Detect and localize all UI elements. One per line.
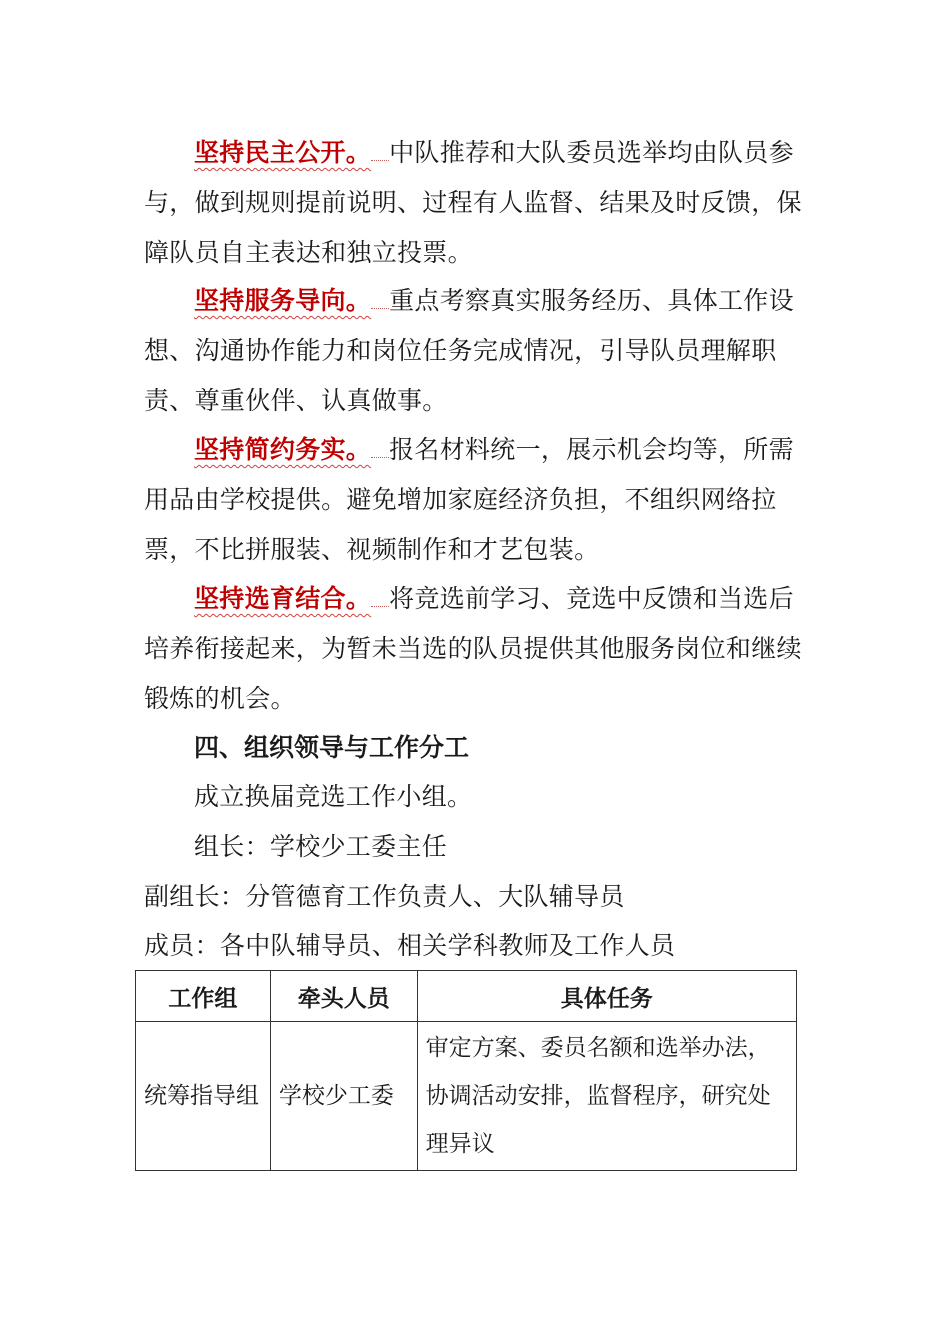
- principle-lead: 坚持选育结合。: [194, 584, 372, 613]
- group-members: 成员：各中队辅导员、相关学科教师及工作人员: [144, 931, 676, 960]
- group-leader: 组长：学校少工委主任: [194, 832, 448, 861]
- principle-text: 将竞选前学习、竞选中反馈和当选后培养衔接起来，为暂未当选的队员提供其他服务岗位和继续锻炼的机会。: [144, 584, 802, 713]
- table-header-row: [136, 971, 797, 1022]
- principle-simple: [144, 425, 810, 575]
- spacer: [371, 307, 389, 309]
- principle-text: 中队推荐和大队委员选举均由队员参与，做到规则提前说明、过程有人监督、结果及时反馈，保障队员自主表达和独立投票。: [144, 138, 802, 267]
- principle-cultivate: [144, 574, 810, 724]
- spacer: [371, 456, 389, 458]
- cell-task: 审定方案、委员名额和选举办法，协调活动安排，监督程序，研究处理异议: [417, 1022, 796, 1171]
- column-header-lead: 牵头人员: [270, 971, 417, 1022]
- column-header-task: 具体任务: [417, 971, 796, 1022]
- column-header-group: 工作组: [136, 971, 271, 1022]
- table-row: [136, 1022, 797, 1171]
- principle-democracy: [144, 128, 810, 278]
- section-intro: 成立换届竞选工作小组。: [194, 782, 473, 811]
- spacer: [371, 605, 389, 607]
- principle-lead: 坚持简约务实。: [194, 435, 372, 464]
- task-table: [135, 970, 797, 1171]
- principle-text: 重点考察真实服务经历、具体工作设想、沟通协作能力和岗位任务完成情况，引导队员理解职责、尊重伙伴、认真做事。: [144, 286, 794, 415]
- principle-service: [144, 276, 810, 426]
- cell-lead: 学校少工委: [270, 1022, 417, 1171]
- cell-group: 统筹指导组: [136, 1022, 271, 1171]
- section-heading: 四、组织领导与工作分工: [194, 733, 470, 762]
- group-deputy: 副组长：分管德育工作负责人、大队辅导员: [144, 882, 625, 911]
- principle-lead: 坚持服务导向。: [194, 286, 372, 315]
- spacer: [371, 159, 389, 161]
- principle-text: 报名材料统一，展示机会均等，所需用品由学校提供。避免增加家庭经济负担，不组织网络拉票，不比拼服装、视频制作和才艺包装。: [144, 435, 794, 564]
- principle-lead: 坚持民主公开。: [194, 138, 372, 167]
